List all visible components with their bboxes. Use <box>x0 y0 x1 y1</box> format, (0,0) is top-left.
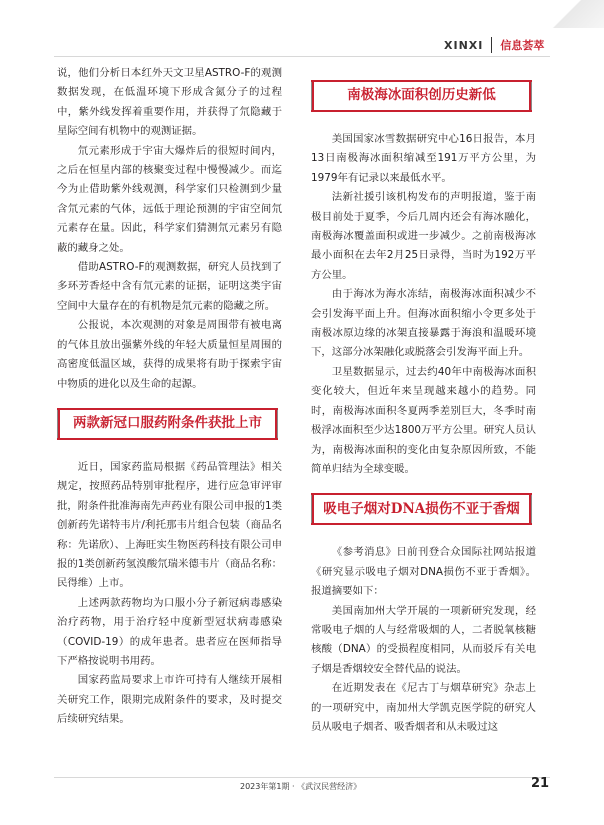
article-title: 吸电子烟对DNA损伤不亚于香烟 <box>323 500 520 517</box>
body-paragraph: 借助ASTRO-F的观测数据，研究人员找到了多环芳香烃中含有氘元素的证据，证明这类宇宙空间中大量存在的有机物是氘元素的隐藏之所。 <box>57 261 282 312</box>
continuation-paragraph: 说，他们分析日本红外天文卫星ASTRO-F的观测数据发现，在低温环境下形成含氮分子的过程中，紫外线发挥着重要作用，并获得了氘隐藏于星际空间有机物中的观测证据。 <box>57 67 282 138</box>
footer-issue: 2023年第1期 · 《武汉民营经济》 <box>240 782 362 791</box>
body-paragraph: 卫星数据显示，过去约40年中南极海冰面积变化较大，但近年来呈现越来越小的趋势。同时，南极海冰面积冬夏两季差别巨大，冬季时南极浮冰面积至少达1800万平方公里。研究人员认为，南极海冰面积的变化由复杂原因所致，不能简单归结为全球变暖。 <box>311 365 536 475</box>
footer-rule <box>54 777 550 778</box>
article-title: 南极海冰面积创历史新低 <box>347 87 496 104</box>
body-paragraph: 上述两款药物均为口服小分子新冠病毒感染治疗药物，用于治疗轻中度新型冠状病毒感染（COVID-19）的成年患者。患者应在医师指导下严格按说明书用药。 <box>57 596 282 667</box>
body-paragraph: 氘元素形成于宇宙大爆炸后的很短时间内，之后在恒星内部的核聚变过程中慢慢减少。而迄今为止借助紫外线观测，科学家们只检测到少量含氘元素的气体，远低于理论预测的宇宙空间氘元素存在量。因此，科学家们猜测氘元素另有隐蔽的藏身之处。 <box>57 144 282 254</box>
article-title-box <box>311 80 532 112</box>
header-label: XINXI <box>444 38 484 52</box>
page-number: 21 <box>531 776 550 791</box>
header-divider <box>491 37 492 53</box>
body-paragraph: 国家药监局要求上市许可持有人继续开展相关研究工作，限期完成附条件的要求，及时提交后续研究结果。 <box>57 674 282 726</box>
article-title-box <box>311 493 532 525</box>
header-section: 信息荟萃 <box>500 39 545 52</box>
header-rule <box>54 56 550 57</box>
title-accent-bar <box>529 81 531 111</box>
title-accent-bar <box>529 494 531 524</box>
article-title: 两款新冠口服药附条件获批上市 <box>73 415 262 432</box>
article-title-box <box>57 408 278 440</box>
page-header <box>444 36 544 54</box>
right-column <box>311 80 536 737</box>
body-paragraph: 由于海冰为海水冻结，南极海冰面积减少不会引发海平面上升。但海冰面积缩小令更多处于南极冰原边缘的冰架直接暴露于海浪和温暖环境下，这部分冰架融化或脱落会引发海平面上升。 <box>311 288 536 359</box>
body-paragraph: 在近期发表在《尼古丁与烟草研究》杂志上的一项研究中，南加州大学凯克医学院的研究人员从吸电子烟者、吸香烟者和从未吸过这 <box>311 682 536 733</box>
body-paragraph: 美国国家冰雪数据研究中心16日报告，本月13日南极海冰面积缩减至191万平方公里，为1979年有记录以来最低水平。 <box>311 133 536 184</box>
page-corner-decoration <box>532 0 604 28</box>
body-paragraph: 近日，国家药监局根据《药品管理法》相关规定，按照药品特别审批程序，进行应急审评审批，附条件批准海南先声药业有限公司申报的1类创新药先诺特韦片/利托那韦片组合包装（商品名称：先诺欣）、上海旺实生物医药科技有限公司申报的1类创新药氢溴酸氘瑞米德韦片（商品名称：民得维）上市。 <box>57 460 282 590</box>
left-column <box>57 64 282 730</box>
body-paragraph: 美国南加州大学开展的一项新研究发现，经常吸电子烟的人与经常吸烟的人，二者脱氧核糖核酸（DNA）的受损程度相同，从而驳斥有关电子烟是香烟较安全替代品的说法。 <box>311 604 536 675</box>
body-paragraph: 《参考消息》日前刊登合众国际社网站报道《研究显示吸电子烟对DNA损伤不亚于香烟》。报道摘要如下： <box>311 546 536 598</box>
body-paragraph: 公报说，本次观测的对象是周围带有被电离的气体且放出强紫外线的年轻大质量恒星周围的高密度低温区域，获得的成果将有助于探索宇宙中物质的进化以及生命的起源。 <box>57 319 282 390</box>
body-paragraph: 法新社援引该机构发布的声明报道，鉴于南极目前处于夏季，今后几周内还会有海冰融化，南极海冰覆盖面积或进一步减少。之前南极海冰最小面积在去年2月25日录得，当时为192万平方公里。 <box>311 191 536 281</box>
title-accent-bar <box>275 409 277 439</box>
